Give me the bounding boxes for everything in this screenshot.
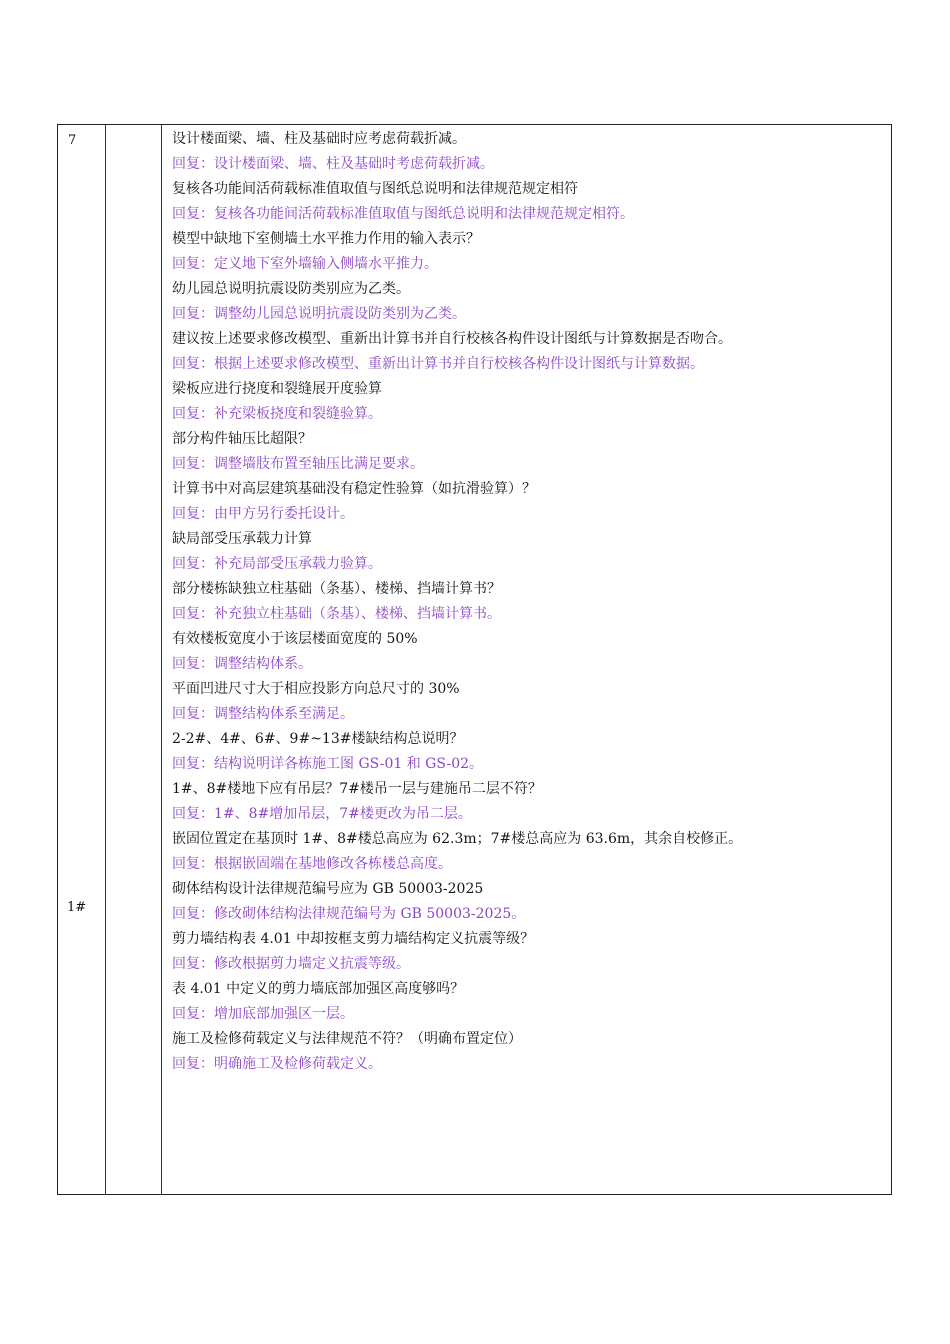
review-comment-line: 设计楼面梁、墙、柱及基础时应考虑荷载折减。 — [172, 131, 466, 147]
reply-line: 回复：调整结构体系至满足。 — [172, 706, 354, 722]
review-comment-line: 部分楼栋缺独立柱基础（条基）、楼梯、挡墙计算书？ — [172, 581, 501, 597]
review-comment-line: 复核各功能间活荷载标准值取值与图纸总说明和法律规范规定相符 — [172, 181, 578, 197]
reply-line: 回复：根据嵌固端在基地修改各栋楼总高度。 — [172, 856, 452, 872]
reply-line: 回复：复核各功能间活荷载标准值取值与图纸总说明和法律规范规定相符。 — [172, 206, 634, 222]
review-comment-line: 部分构件轴压比超限？ — [172, 431, 312, 447]
reply-line: 回复：补充梁板挠度和裂缝验算。 — [172, 406, 382, 422]
reply-line: 回复：设计楼面梁、墙、柱及基础时考虑荷载折减。 — [172, 156, 494, 172]
reply-line: 回复：调整结构体系。 — [172, 656, 312, 672]
reply-line: 回复：增加底部加强区一层。 — [172, 1006, 354, 1022]
review-comment-line: 表 4.01 中定义的剪力墙底部加强区高度够吗？ — [172, 981, 465, 997]
review-table — [57, 124, 892, 1195]
review-comment-line: 有效楼板宽度小于该层楼面宽度的 50% — [172, 631, 418, 647]
reply-line: 回复：1#、8#增加吊层，7#楼更改为吊二层。 — [172, 806, 472, 822]
review-comment-line: 幼儿园总说明抗震设防类别应为乙类。 — [172, 281, 410, 297]
reply-line: 回复：调整墙肢布置至轴压比满足要求。 — [172, 456, 424, 472]
column-divider — [105, 125, 106, 1194]
reply-line: 回复：调整幼儿园总说明抗震设防类别为乙类。 — [172, 306, 466, 322]
reply-line: 回复：根据上述要求修改模型、重新出计算书并自行校核各构件设计图纸与计算数据。 — [172, 356, 704, 372]
review-comment-line: 砌体结构设计法律规范编号应为 GB 50003-2025 — [172, 881, 484, 897]
review-comment-line: 梁板应进行挠度和裂缝展开度验算 — [172, 381, 382, 397]
building-tag: 1# — [67, 900, 87, 915]
reply-line: 回复：修改根据剪力墙定义抗震等级。 — [172, 956, 410, 972]
reply-line: 回复：明确施工及检修荷载定义。 — [172, 1056, 382, 1072]
review-comment-line: 2-2#、4#、6#、9#~13#楼缺结构总说明？ — [172, 731, 464, 747]
review-comment-line: 缺局部受压承载力计算 — [172, 531, 312, 547]
review-comment-line: 剪力墙结构表 4.01 中却按框支剪力墙结构定义抗震等级？ — [172, 931, 535, 947]
row-number: 7 — [68, 133, 77, 148]
reply-line: 回复：结构说明详各栋施工图 GS-01 和 GS-02。 — [172, 756, 484, 772]
review-comment-line: 模型中缺地下室侧墙土水平推力作用的输入表示？ — [172, 231, 480, 247]
review-content-cell — [172, 127, 885, 1077]
review-comment-line: 嵌固位置定在基顶时 1#、8#楼总高应为 62.3m；7#楼总高应为 63.6m，其余自校修正。 — [172, 831, 743, 847]
reply-line: 回复：修改砌体结构法律规范编号为 GB 50003-2025。 — [172, 906, 526, 922]
reply-line: 回复：由甲方另行委托设计。 — [172, 506, 354, 522]
review-comment-line: 1#、8#楼地下应有吊层？7#楼吊一层与建施吊二层不符？ — [172, 781, 542, 797]
review-comment-line: 施工及检修荷载定义与法律规范不符？（明确布置定位） — [172, 1031, 522, 1047]
reply-line: 回复：补充局部受压承载力验算。 — [172, 556, 382, 572]
column-divider — [161, 125, 162, 1194]
review-comment-line: 计算书中对高层建筑基础没有稳定性验算（如抗滑验算）？ — [172, 481, 536, 497]
reply-line: 回复：定义地下室外墙输入侧墙水平推力。 — [172, 256, 438, 272]
reply-line: 回复：补充独立柱基础（条基）、楼梯、挡墙计算书。 — [172, 606, 501, 622]
review-comment-line: 平面凹进尺寸大于相应投影方向总尺寸的 30% — [172, 681, 460, 697]
review-comment-line: 建议按上述要求修改模型、重新出计算书并自行校核各构件设计图纸与计算数据是否吻合。 — [172, 331, 732, 347]
